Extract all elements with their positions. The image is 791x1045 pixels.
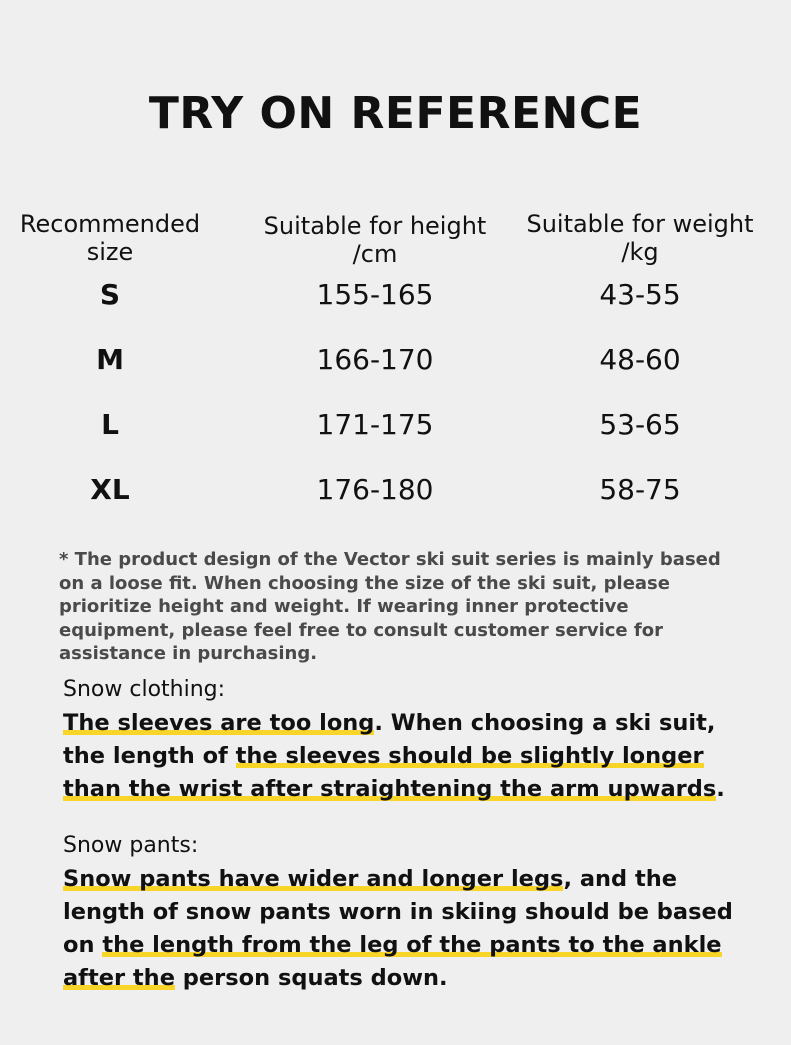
body-text: , and the length of snow pants worn in skiing should be based on (63, 866, 733, 958)
header-size-line1: Recommended (19, 210, 201, 238)
body-text: . (716, 776, 725, 802)
highlight-text: Snow pants have wider and longer legs (63, 866, 564, 892)
highlight-text: the length from the leg of the pants to the ankle after the (63, 932, 722, 991)
row-weight: 48-60 (599, 343, 681, 376)
row-height: 155-165 (316, 278, 434, 311)
row-weight: 58-75 (599, 473, 681, 506)
body-text: person squats down. (174, 965, 448, 991)
snow-pants-text (63, 863, 743, 995)
fit-note: * The product design of the Vector ski suit series is mainly based on a loose fit. When choosing the size of the ski suit, please prioritize height and weight. If wearing inner protective equipment, please feel free to consult customer service for assistance in purchasing. (59, 549, 721, 664)
header-weight (505, 210, 775, 266)
header-size-line2: size (86, 238, 134, 266)
highlight-text: the sleeves should be slightly longer than the wrist after straightening the arm upwards (63, 743, 717, 802)
page-title: TRY ON REFERENCE (148, 88, 643, 139)
snow-clothing-text (63, 707, 743, 806)
row-height: 171-175 (316, 408, 434, 441)
row-height: 166-170 (316, 343, 434, 376)
header-size (10, 210, 210, 266)
row-size: XL (90, 473, 130, 506)
body-text: . When choosing a ski suit, the length of (63, 710, 716, 769)
header-weight-line2: /kg (621, 238, 659, 266)
row-size: S (99, 278, 121, 311)
highlight-text: The sleeves are too long (63, 710, 375, 736)
header-height (245, 212, 505, 268)
header-height-line1: Suitable for height (263, 212, 487, 240)
snow-pants-heading: Snow pants: (63, 833, 199, 858)
row-height: 176-180 (316, 473, 434, 506)
header-height-line2: /cm (352, 240, 398, 268)
snow-pants-section (63, 829, 743, 995)
row-size: L (101, 408, 119, 441)
row-size: M (96, 343, 124, 376)
header-weight-line1: Suitable for weight (526, 210, 754, 238)
row-weight: 43-55 (599, 278, 681, 311)
snow-clothing-heading: Snow clothing: (63, 677, 226, 702)
row-weight: 53-65 (599, 408, 681, 441)
snow-clothing-section (63, 673, 743, 806)
